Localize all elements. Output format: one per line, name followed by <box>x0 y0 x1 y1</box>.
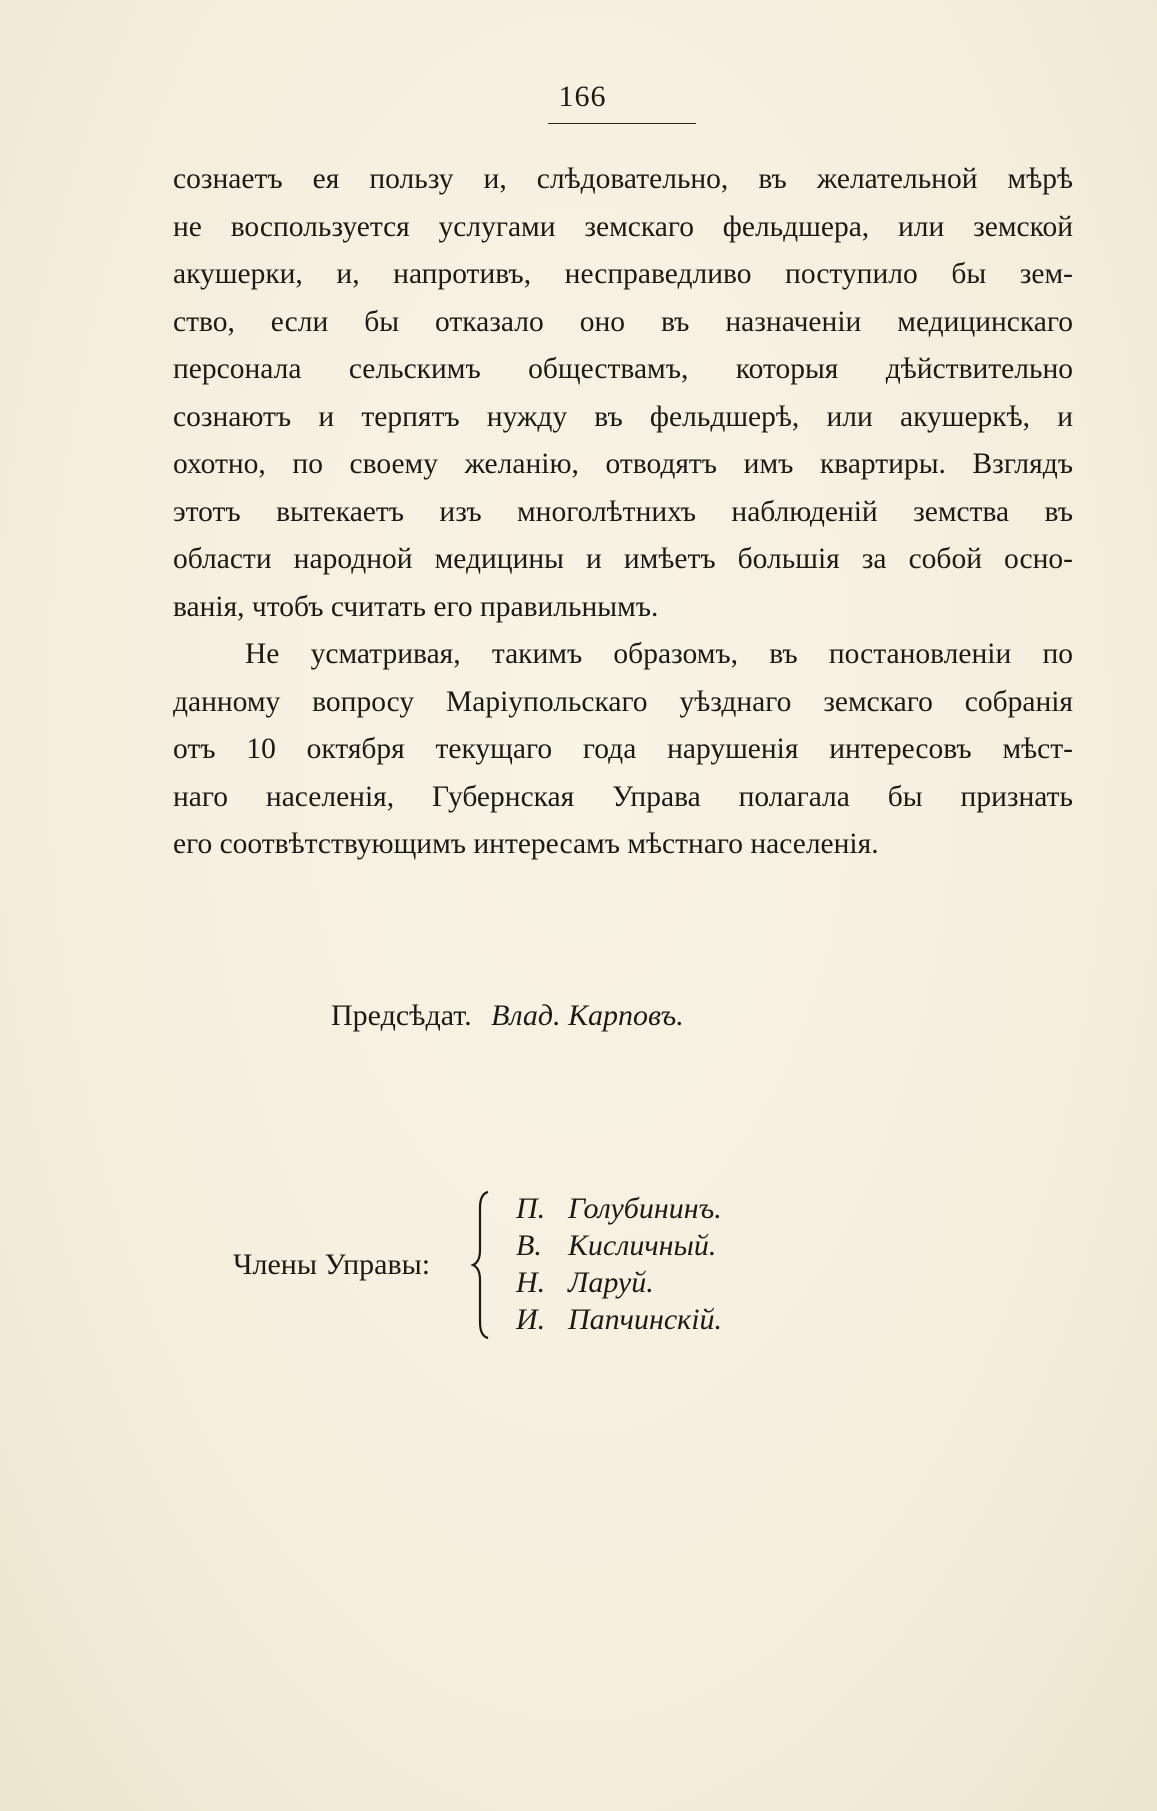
board-members-list <box>516 1190 722 1338</box>
text-line: его соотвѣтствующимъ интересамъ мѣстнаго населенія. <box>173 828 879 860</box>
chairman-title: Предсѣдат. <box>331 999 472 1032</box>
page-header <box>0 80 1157 114</box>
page-number: 166 <box>558 80 607 113</box>
member-initial: П. <box>516 1192 546 1225</box>
text-line: сознаютъ и терпятъ нужду въ фельдшерѣ, или акушеркѣ, и <box>173 400 1073 433</box>
text-line: ванія, чтобъ считать его правильнымъ. <box>173 590 659 623</box>
board-members-label: Члены Управы: <box>233 1248 431 1281</box>
text-line: не воспользуется услугами земскаго фельдшера, или земской <box>173 210 1073 243</box>
member-surname: Кисличный. <box>568 1229 717 1262</box>
text-line: наго населенія, Губернская Управа полагала бы признать <box>173 780 1073 813</box>
text-line: акушерки, и, напротивъ, несправедливо поступило бы зем- <box>173 258 1073 290</box>
text-line: области народной медицины и имѣетъ большія за собой осно- <box>173 543 1073 575</box>
text-line: сознаетъ ея пользу и, слѣдовательно, въ желательной мѣрѣ <box>173 163 1073 195</box>
member-surname: Голубининъ. <box>568 1192 722 1225</box>
text-line: этотъ вытекаетъ изъ многолѣтнихъ наблюденій земства въ <box>173 495 1073 528</box>
curly-brace-icon <box>470 1190 492 1340</box>
text-line: ство, если бы отказало оно въ назначеніи медицинскаго <box>173 305 1073 338</box>
member-entry <box>516 1301 722 1338</box>
text-line: данному вопросу Маріупольскаго уѣзднаго земскаго собранія <box>173 685 1073 718</box>
header-rule <box>548 123 696 124</box>
member-entry <box>516 1190 722 1227</box>
member-initial: В. <box>516 1229 542 1262</box>
text-line: охотно, по своему желанію, отводятъ имъ квартиры. Взглядъ <box>173 448 1073 480</box>
member-initial: Н. <box>516 1266 546 1299</box>
text-line: отъ 10 октября текущаго года нарушенія интересовъ мѣст- <box>173 733 1073 765</box>
chairman-name: Влад. Карповъ. <box>491 999 684 1032</box>
paragraph-first-line: Не усматривая, такимъ образомъ, въ постановленіи по <box>245 638 1073 670</box>
member-entry <box>516 1227 722 1264</box>
member-initial: И. <box>516 1303 546 1336</box>
body-text <box>173 156 1073 869</box>
member-entry <box>516 1264 722 1301</box>
member-surname: Ларуй. <box>568 1266 654 1299</box>
member-surname: Папчинскій. <box>568 1303 723 1336</box>
chairman-signature <box>331 999 684 1033</box>
text-line: персонала сельскимъ обществамъ, которыя дѣйствительно <box>173 353 1073 385</box>
